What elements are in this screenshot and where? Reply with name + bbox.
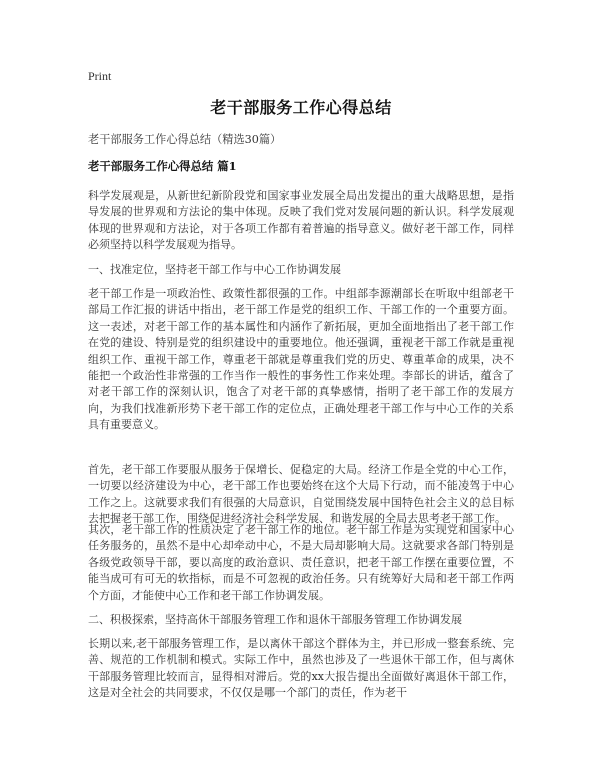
- heading-one: 一、找准定位，坚持老干部工作与中心工作协调发展: [88, 263, 341, 276]
- heading-two: 二、积极探索，坚持高休干部服务管理工作和退休干部服务管理工作协调发展: [88, 613, 462, 626]
- print-link[interactable]: Print: [88, 69, 112, 83]
- paragraph-body-4: 长期以来,老干部服务管理工作，是以离休干部这个群体为主，并已形成一整套系统、完善、规范的工作机制和模式。实际工作中，虽然也涉及了一些退休干部工作，但与离休干部服务管理比较而言，显得相对滞后。党的xx大报告提出全面做好离退休干部工作，这是对全社会的共同要求，不仅仅是哪一个部门的责任，作为老干: [88, 637, 514, 700]
- paragraph-body-2: 首先，老干部工作要服从服务于保增长、促稳定的大局。经济工作是全党的中心工作，一切要以经济建设为中心，老干部工作也要始终在这个大局下行动，而不能凌驾于中心工作之上。这就要求我们有很强的大局意识，自觉围绕发展中国特色社会主义的总目标去把握老干部工作，围绕促进经济社会科学发展、和谐发展的全局去思考老干部工作。: [88, 463, 514, 526]
- paragraph-body-1: 老干部工作是一项政治性、政策性都很强的工作。中组部李源潮部长在听取中组部老干部局工作汇报的讲话中指出，老干部工作是党的组织工作、干部工作的一个重要方面。这一表述，对老干部工作的基本属性和内涵作了新拓展，更加全面地指出了老干部工作在党的建设、特别是党的组织建设中的重要地位。他还强调，重视老干部工作就是重视组织工作、重视干部工作，尊重老干部就是尊重我们党的历史、尊重革命的成果，决不能把一个政治性非常强的工作当作一般性的事务性工作来处理。李部长的讲话，蕴含了对老干部工作的深刻认识，饱含了对老干部的真挚感情，指明了老干部工作的发展方向，为我们找准新形势下老干部工作的定位点，正确处理老干部工作与中心工作的关系具有重要意义。: [88, 287, 514, 432]
- paragraph-body-3: 其次，老干部工作的性质决定了老干部工作的地位。老干部工作是为实现党和国家中心任务服务的，虽然不是中心却牵动中心，不是大局却影响大局。这就要求各部门特别是各级党政领导干部，要以高度的政治意识、责任意识，把老干部工作摆在重要位置，不能当成可有可无的软指标，而是不可忽视的政治任务。只有统筹好大局和老干部工作两个方面，才能使中心工作和老干部工作协调发展。: [88, 523, 514, 602]
- section-title: 老干部服务工作心得总结 篇1: [88, 159, 237, 173]
- page-title: 老干部服务工作心得总结: [210, 98, 392, 117]
- paragraph-intro: 科学发展观是，从新世纪新阶段党和国家事业发展全局出发提出的重大战略思想，是指导发展的世界观和方法论的集中体现。反映了我们党对发展问题的新认识。科学发展观体现的世界观和方法论，对于各项工作都有着普遍的指导意义。做好老干部工作，同样必须坚持以科学发展观为指导。: [88, 189, 514, 252]
- subtitle: 老干部服务工作心得总结（精选30篇）: [88, 133, 282, 146]
